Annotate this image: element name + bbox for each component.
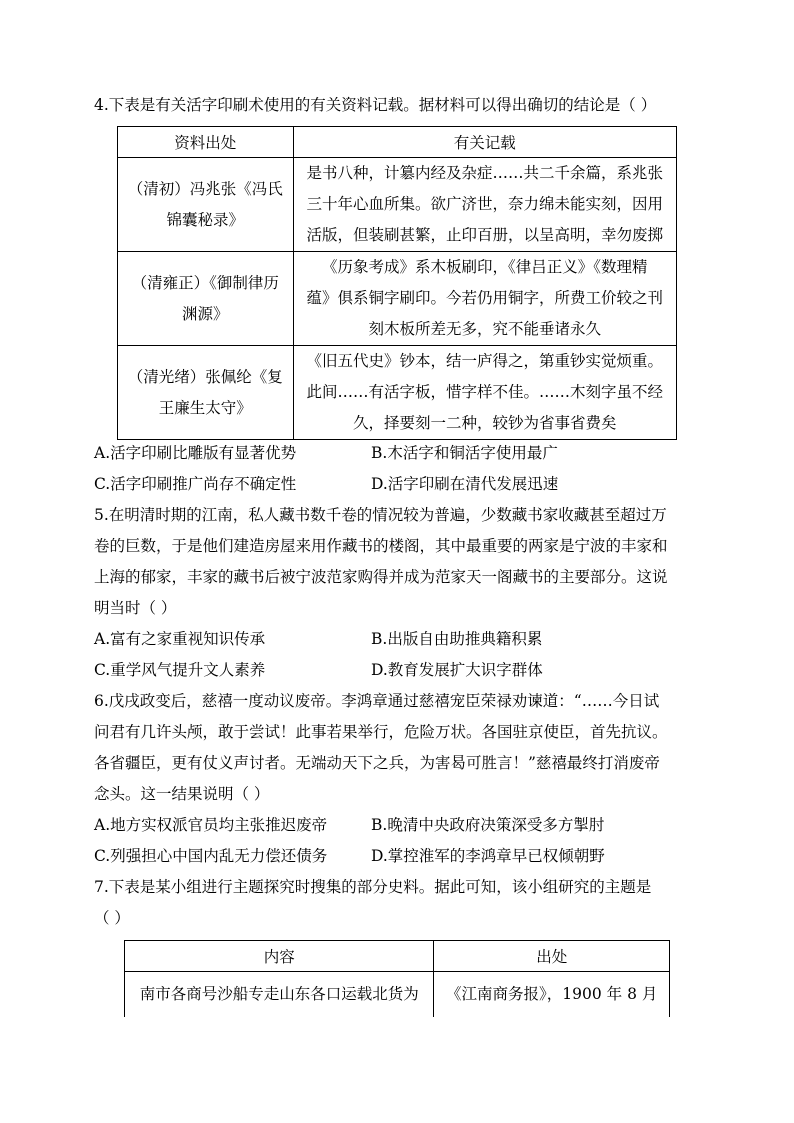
q4-row1-record: 是书八种，计簒内经及杂症……共二千余篇，系兆张 三十年心血所集。欲广济世，奈力绵未能实刻，因用 活版，但装刷甚繁，止印百册，以呈高明，幸勿废掷 [293, 158, 676, 252]
q4-stem: 4.下表是有关活字印刷术使用的有关资料记载。据材料可以得出确切的结论是（ ） [94, 96, 657, 114]
q6-line-3: 各省疆臣，更有仗义声讨者。无端动天下之兵，为害曷可胜言！”慈禧最终打消废帝 [94, 754, 660, 772]
table-row [118, 346, 677, 440]
q4-row1-source: （清初）冯兆张《冯氏 锦囊秘录》 [118, 158, 294, 252]
q5-option-c: C.重学风气提升文人素养 [94, 661, 266, 679]
q4-option-d: D.活字印刷在清代发展迅速 [371, 475, 559, 493]
q6-option-a: A.地方实权派官员均主张推迟废帝 [94, 816, 328, 834]
table-row [118, 252, 677, 346]
q4-table-header-row [118, 127, 677, 158]
q6-line-2: 问君有几许头颅，敢于尝试！此事若果举行，危险万状。各国驻京使臣，首先抗议。 [94, 723, 668, 741]
q7-line-1: 7.下表是某小组进行主题探究时搜集的部分史料。据此可知，该小组研究的主题是 [94, 878, 652, 896]
q4-header-source: 资料出处 [118, 127, 294, 158]
q5-line-4: 明当时（ ） [94, 599, 177, 617]
q4-option-b: B.木活字和铜活字使用最广 [371, 444, 558, 462]
q4-option-a: A.活字印刷比雕版有显著优势 [94, 444, 297, 462]
q7-row1-content: 南市各商号沙船专走山东各口运载北货为 [125, 972, 434, 1017]
q7-header-content: 内容 [125, 941, 434, 972]
q6-option-c: C.列强担心中国内乱无力偿还债务 [94, 847, 328, 865]
q5-option-d: D.教育发展扩大识字群体 [371, 661, 543, 679]
q4-row2-source: （清雍正）《御制律历 渊源》 [118, 252, 294, 346]
q4-row3-record: 《旧五代史》钞本，结一庐得之，第重钞实觉烦重。 此间……有活字板，惜字样不佳。……木刻字虽不经 久，择要刻一二种，较钞为省事省费矣 [293, 346, 676, 440]
q4-option-c: C.活字印刷推广尚存不确定性 [94, 475, 297, 493]
q6-option-b: B.晚清中央政府决策深受多方掣肘 [371, 816, 605, 834]
q7-row1-source: 《江南商务报》，1900 年 8 月 [434, 972, 670, 1017]
q5-option-b: B.出版自由助推典籍积累 [371, 630, 543, 648]
q6-line-1: 6.戊戌政变后，慈禧一度动议废帝。李鸿章通过慈禧宠臣荣禄劝谏道：“……今日试 [94, 692, 660, 710]
q5-line-3: 上海的郁家，丰家的藏书后被宁波范家购得并成为范家天一阁藏书的主要部分。这说 [94, 568, 668, 586]
q4-row2-record: 《历象考成》系木板刷印，《律吕正义》《数理精 蕴》俱系铜字刷印。今若仍用铜字，所费工价较之刊 刻木板所差无多，究不能垂诸永久 [293, 252, 676, 346]
q7-table-header-row [125, 941, 670, 972]
table-row [125, 972, 670, 1017]
q5-line-1: 5.在明清时期的江南，私人藏书数千卷的情况较为普遍，少数藏书家收藏甚至超过万 [94, 506, 667, 524]
q5-line-2: 卷的巨数，于是他们建造房屋来用作藏书的楼阁，其中最重要的两家是宁波的丰家和 [94, 537, 668, 555]
q5-option-a: A.富有之家重视知识传承 [94, 630, 266, 648]
q7-header-source: 出处 [434, 941, 670, 972]
q4-header-record: 有关记载 [293, 127, 676, 158]
q7-table [124, 940, 670, 1017]
table-row [118, 158, 677, 252]
q6-option-d: D.掌控淮军的李鸿章早已权倾朝野 [371, 847, 605, 865]
q4-table [117, 126, 677, 440]
q7-line-2: （ ） [94, 909, 130, 927]
q6-line-4: 念头。这一结果说明（ ） [94, 785, 270, 803]
q4-row3-source: （清光绪）张佩纶《复 王廉生太守》 [118, 346, 294, 440]
